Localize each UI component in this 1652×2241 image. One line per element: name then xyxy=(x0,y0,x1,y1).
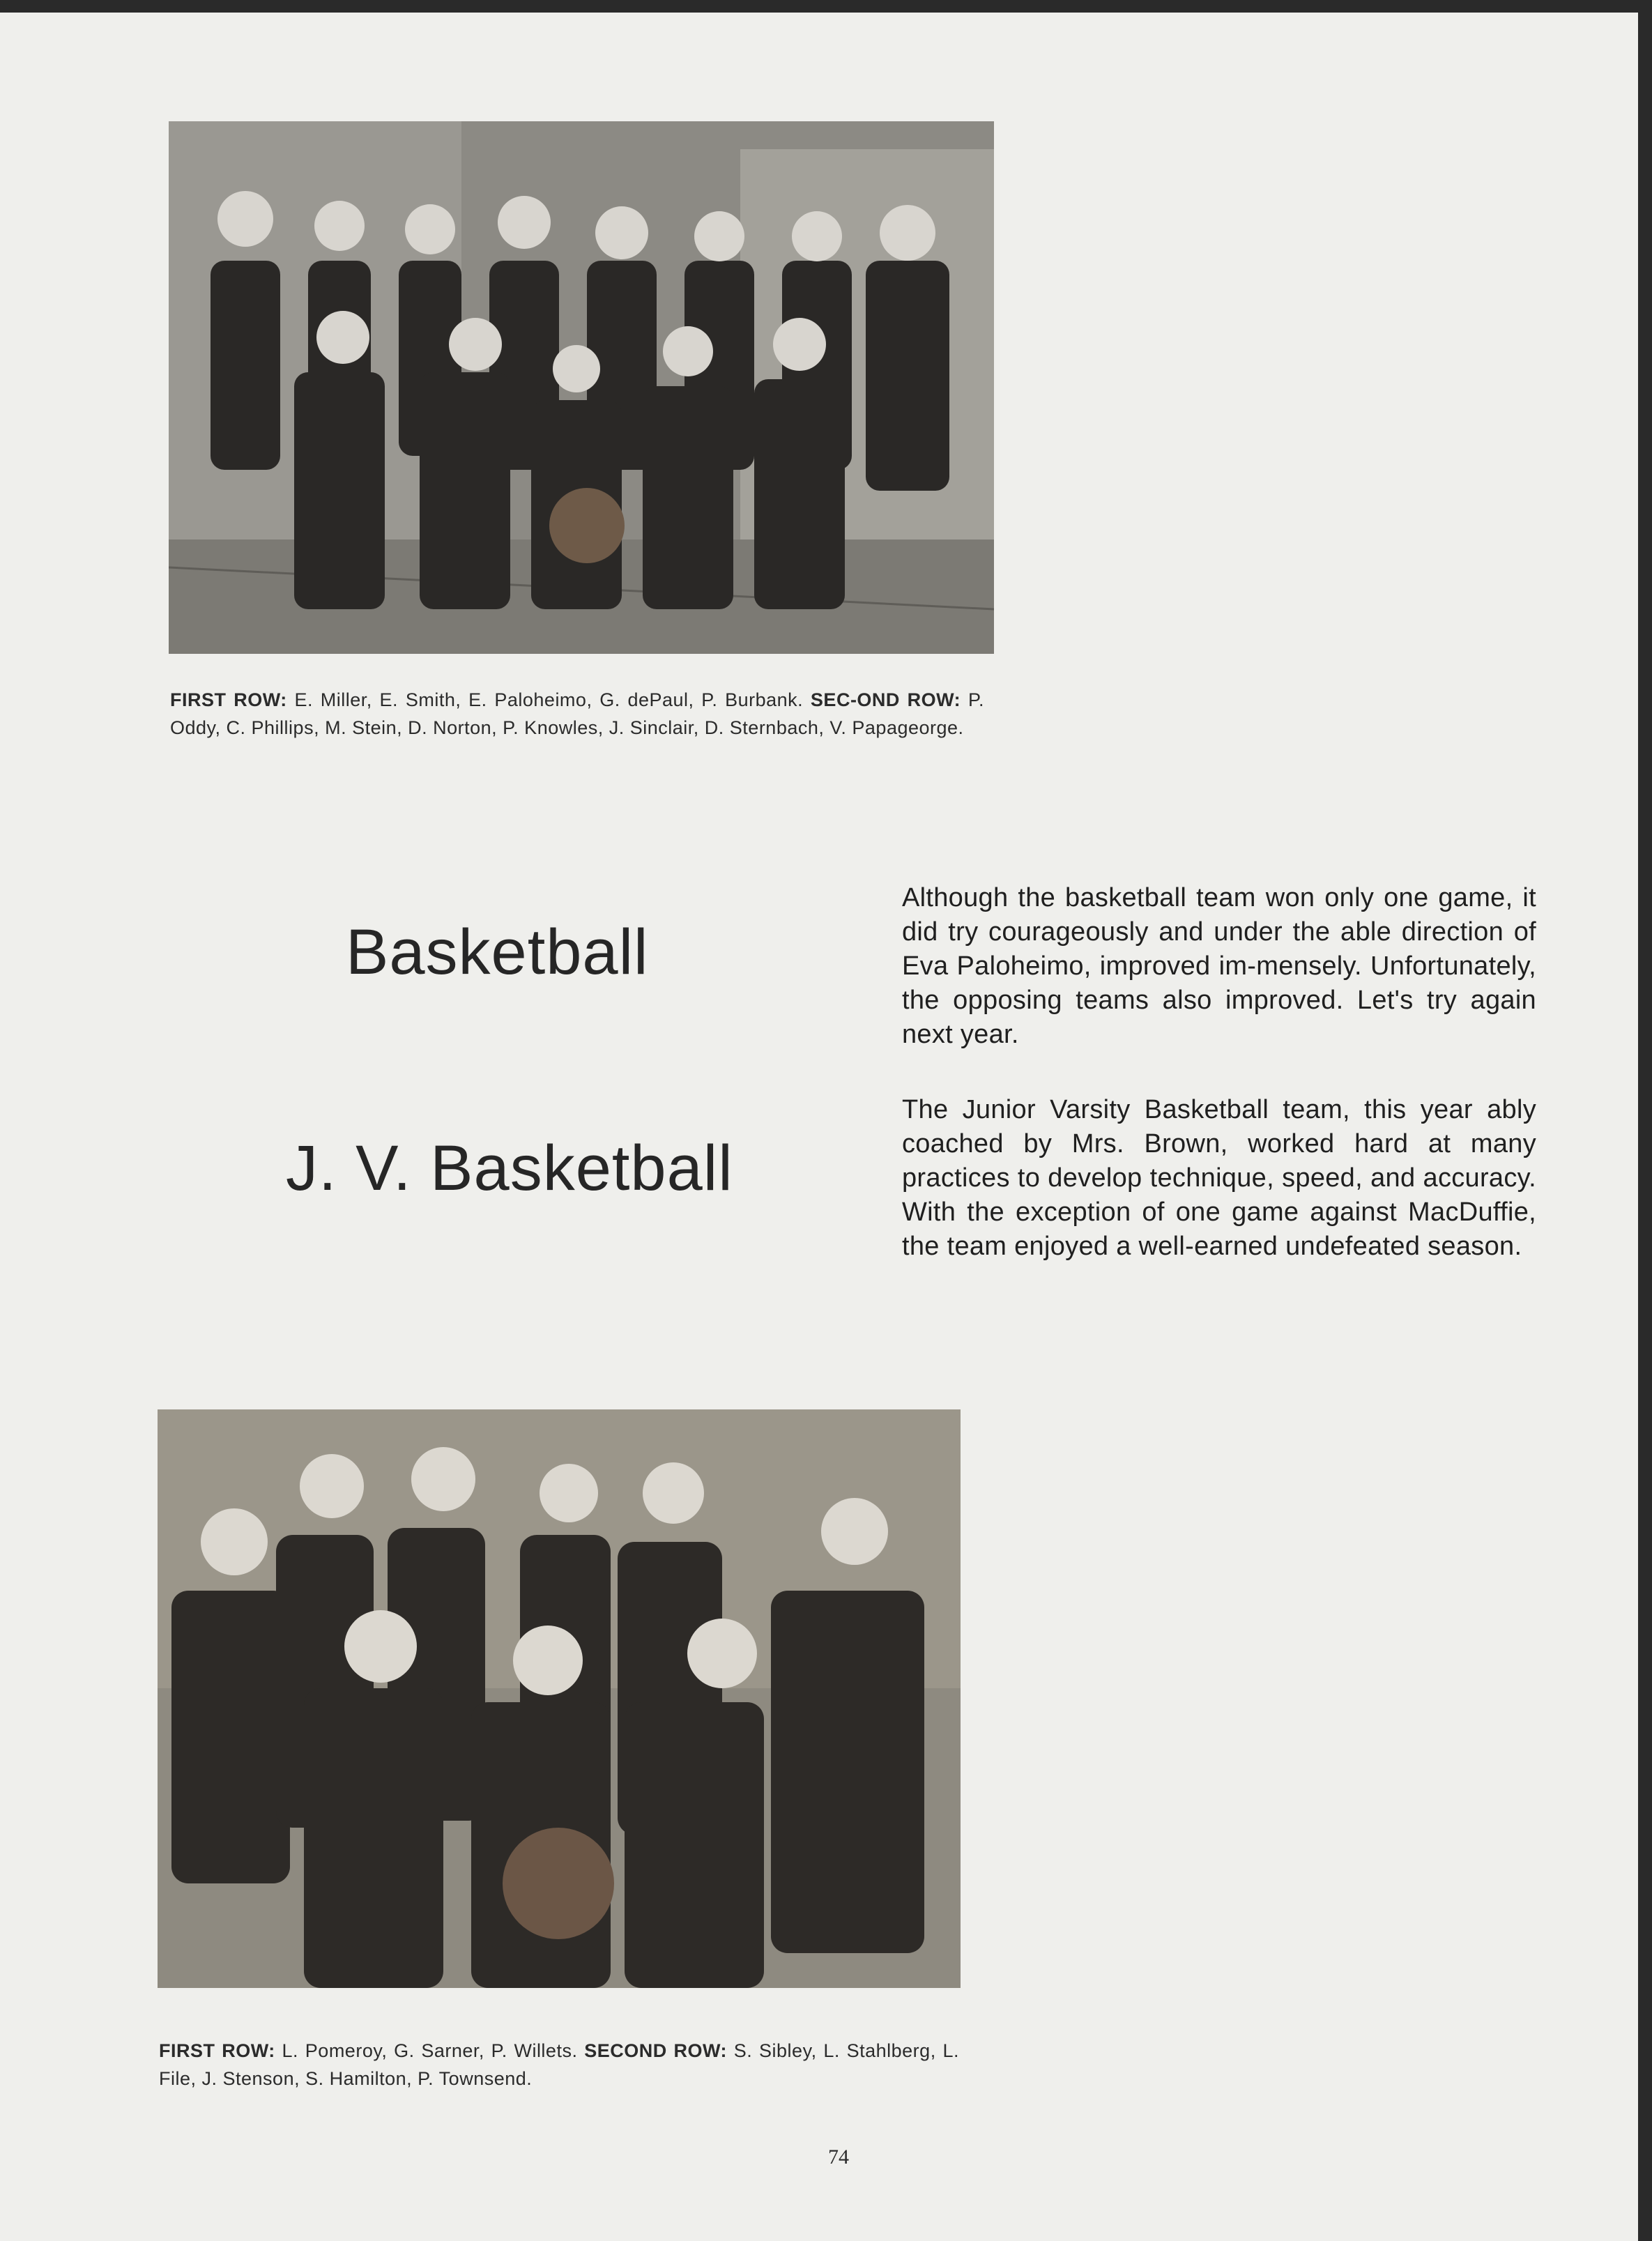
jv-first-row-label: FIRST ROW: xyxy=(159,2040,275,2061)
jv-second-row-names: S. Sibley, L. Stahlberg, L. File, J. Stenson, S. Hamilton, P. Townsend. xyxy=(159,2040,959,2089)
varsity-first-row-label: FIRST ROW: xyxy=(170,689,287,710)
page-number: 74 xyxy=(828,2146,849,2169)
yearbook-page xyxy=(0,13,1638,2241)
varsity-caption xyxy=(170,686,984,742)
varsity-heading: Basketball xyxy=(346,917,649,988)
jv-team-photo xyxy=(158,1409,961,1988)
jv-first-row-names: L. Pomeroy, G. Sarner, P. Willets. xyxy=(282,2040,578,2061)
jv-paragraph-text: The Junior Varsity Basketball team, this year ably coached by Mrs. Brown, worked hard at many practices to develop technique, speed, and accuracy. With the exception of one game against MacDuffie, the team enjoyed a well-earned undefeated season. xyxy=(902,1095,1536,1261)
jv-caption xyxy=(159,2037,959,2093)
varsity-second-row-label: SEC-OND ROW: xyxy=(810,689,961,710)
jv-second-row-label: SECOND ROW: xyxy=(584,2040,727,2061)
varsity-team-photo xyxy=(169,121,994,654)
varsity-paragraph xyxy=(902,881,1536,1052)
varsity-second-row-names: P. Oddy, C. Phillips, M. Stein, D. Norton, P. Knowles, J. Sinclair, D. Sternbach, V. Papageorge. xyxy=(170,689,984,738)
jv-paragraph xyxy=(902,1093,1536,1264)
varsity-paragraph-text: Although the basketball team won only one game, it did try courageously and under the able direction of Eva Paloheimo, improved im-mensely. Unfortunately, the opposing teams also improved. Let's try again next year. xyxy=(902,883,1536,1049)
varsity-first-row-names: E. Miller, E. Smith, E. Paloheimo, G. dePaul, P. Burbank. xyxy=(294,689,804,710)
jv-heading: J. V. Basketball xyxy=(286,1133,733,1204)
